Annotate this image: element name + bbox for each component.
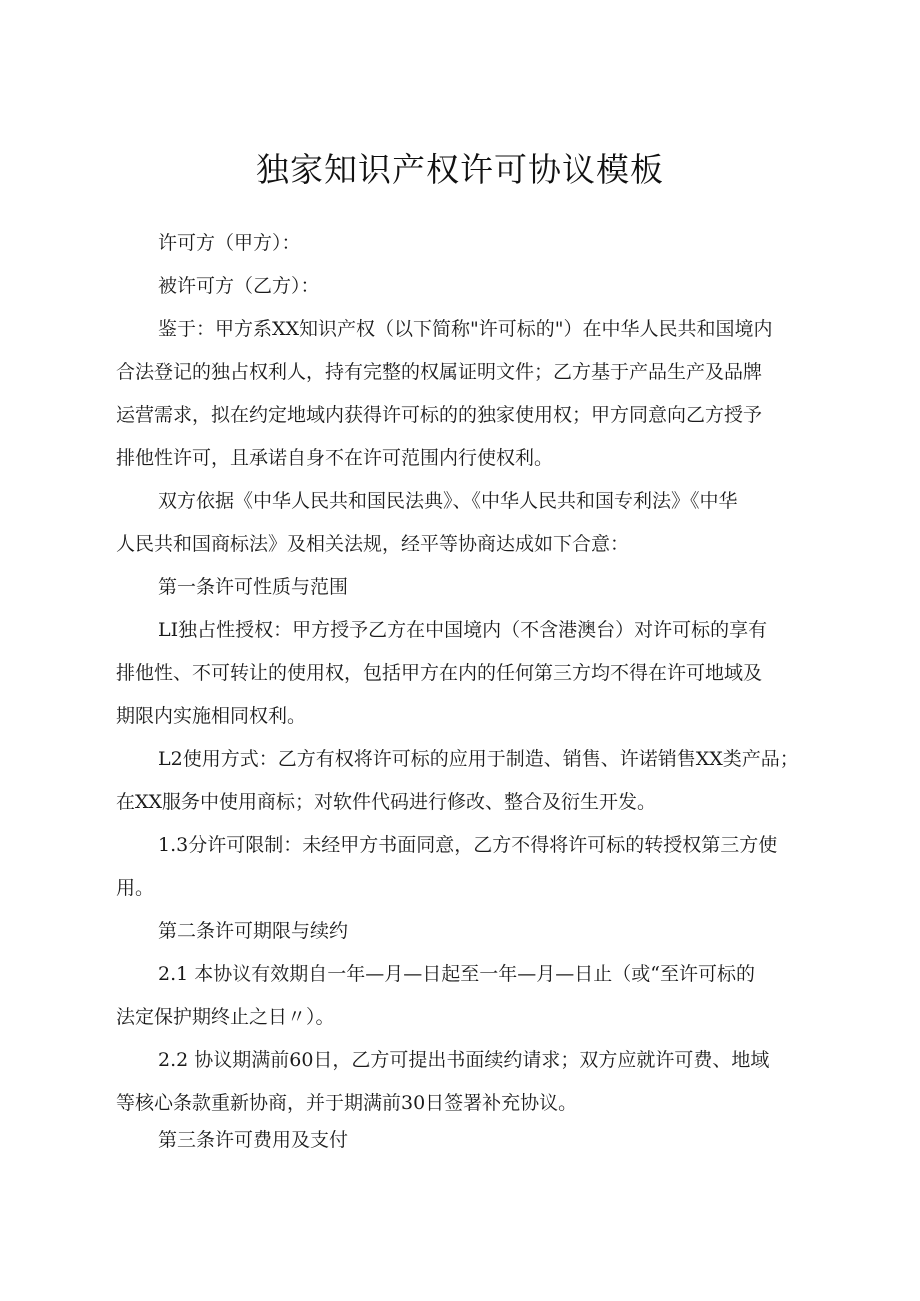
clause-line: 2.1 本协议有效期自一年—月—日起至一年—月—日止（或“至许可标的 <box>158 963 755 985</box>
recital-line: 鉴于：甲方系XX知识产权（以下简称"许可标的"）在中华人民共和国境内 <box>158 318 773 340</box>
party-a-line: 许可方（甲方）： <box>158 232 301 254</box>
clause-line: 用。 <box>116 877 155 899</box>
recital-paragraph <box>116 308 806 480</box>
recital-line: 运营需求，拟在约定地域内获得许可标的的独家使用权；甲方同意向乙方授予 <box>116 404 763 426</box>
clause-2-1 <box>116 953 806 1039</box>
clause-line: 2.2 协议期满前60日，乙方可提出书面续约请求；双方应就许可费、地域 <box>158 1049 770 1071</box>
clause-1-2 <box>116 738 806 824</box>
document-title: 独家知识产权许可协议模板 <box>256 150 664 190</box>
party-b-line: 被许可方（乙方）： <box>158 275 320 297</box>
clause-line: 法定保护期终止之日〃）。 <box>116 1006 335 1028</box>
clause-1-1 <box>116 609 806 738</box>
recital-line: 合法登记的独占权利人，持有完整的权属证明文件；乙方基于产品生产及品牌 <box>116 361 763 383</box>
legal-basis-paragraph <box>116 480 806 566</box>
recital-line: 排他性许可，且承诺自身不在许可范围内行使权利。 <box>116 447 554 469</box>
document-body <box>116 222 806 1162</box>
clause-2-2 <box>116 1039 806 1125</box>
legal-basis-line: 双方依据《中华人民共和国民法典》、《中华人民共和国专利法》《中华 <box>158 490 738 512</box>
article-1-heading: 第一条许可性质与范围 <box>158 576 349 598</box>
article-3-heading: 第三条许可费用及支付 <box>158 1129 349 1151</box>
clause-line: L2使用方式：乙方有权将许可标的应用于制造、销售、许诺销售XX类产品； <box>158 748 799 770</box>
clause-line: 期限内实施相同权利。 <box>116 705 307 727</box>
clause-line: 排他性、不可转让的使用权，包括甲方在内的任何第三方均不得在许可地域及 <box>116 662 763 684</box>
clause-line: 等核心条款重新协商，并于期满前30日签署补充协议。 <box>116 1092 578 1114</box>
clause-1-3 <box>116 824 806 910</box>
legal-basis-line: 人民共和国商标法》及相关法规，经平等协商达成如下合意： <box>116 533 630 555</box>
clause-line: 1.3分许可限制：未经甲方书面同意，乙方不得将许可标的转授权第三方使 <box>158 834 778 856</box>
article-2-heading: 第二条许可期限与续约 <box>158 920 349 942</box>
clause-line: LI独占性授权：甲方授予乙方在中国境内（不含港澳台）对许可标的享有 <box>158 619 768 641</box>
clause-line: 在XX服务中使用商标；对软件代码进行修改、整合及衍生开发。 <box>116 791 657 813</box>
